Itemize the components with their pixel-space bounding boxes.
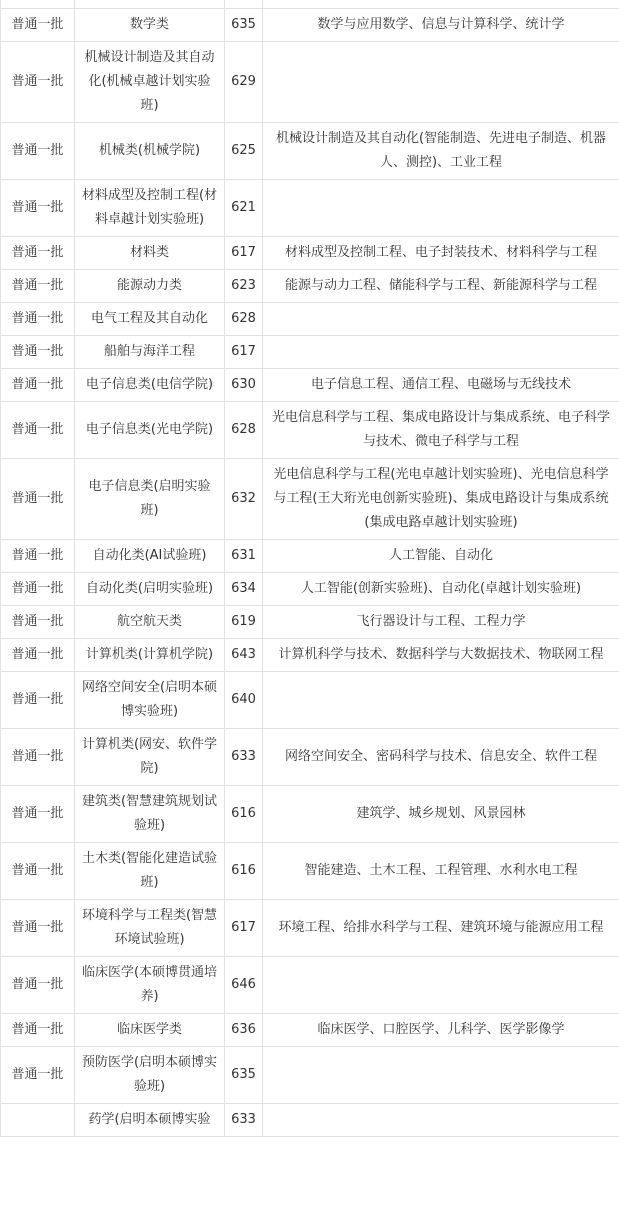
- table-row: [1, 1047, 619, 1104]
- min-score-cell: 643: [225, 639, 263, 672]
- table-row: [1, 9, 619, 42]
- included-majors-cell: [263, 957, 619, 1014]
- batch-cell: 普通一批: [1, 402, 75, 459]
- included-majors-cell: 智能建造、土木工程、工程管理、水利水电工程: [263, 843, 619, 900]
- major-category-cell: 船舶与海洋工程: [75, 336, 225, 369]
- min-score-cell: 617: [225, 336, 263, 369]
- batch-cell: 普通一批: [1, 303, 75, 336]
- batch-cell: 普通一批: [1, 270, 75, 303]
- batch-cell: 普通一批: [1, 369, 75, 402]
- batch-cell: 普通一批: [1, 606, 75, 639]
- batch-cell: 普通一批: [1, 843, 75, 900]
- major-category-cell: 机械设计制造及其自动化(机械卓越计划实验班): [75, 42, 225, 123]
- major-category-cell: 药学(启明本硕博实验: [75, 1104, 225, 1137]
- included-majors-cell: [263, 672, 619, 729]
- included-majors-cell: 网络空间安全、密码科学与技术、信息安全、软件工程: [263, 729, 619, 786]
- major-category-cell: 临床医学(本硕博贯通培养): [75, 957, 225, 1014]
- major-category-cell: 能源动力类: [75, 270, 225, 303]
- table-row: [1, 573, 619, 606]
- batch-cell: 普通一批: [1, 729, 75, 786]
- major-category-cell: 材料成型及控制工程(材料卓越计划实验班): [75, 180, 225, 237]
- min-score-cell: 628: [225, 303, 263, 336]
- batch-cell: 普通一批: [1, 42, 75, 123]
- min-score-cell: 636: [225, 1014, 263, 1047]
- table-row: [1, 843, 619, 900]
- min-score-cell: 633: [225, 1104, 263, 1137]
- min-score-cell: 617: [225, 237, 263, 270]
- table-row: [1, 672, 619, 729]
- included-majors-cell: 机械设计制造及其自动化(智能制造、先进电子制造、机器人、测控)、工业工程: [263, 123, 619, 180]
- table-row: [1, 1104, 619, 1137]
- min-score-cell: 619: [225, 606, 263, 639]
- included-majors-cell: 光电信息科学与工程(光电卓越计划实验班)、光电信息科学与工程(王大珩光电创新实验班)、集成电路设计与集成系统(集成电路卓越计划实验班): [263, 459, 619, 540]
- major-category-cell: 机械类(机械学院): [75, 123, 225, 180]
- major-category-cell: [75, 0, 225, 9]
- included-majors-cell: 电子信息工程、通信工程、电磁场与无线技术: [263, 369, 619, 402]
- batch-cell: 普通一批: [1, 9, 75, 42]
- major-category-cell: 自动化类(AI试验班): [75, 540, 225, 573]
- table-row: [1, 459, 619, 540]
- included-majors-cell: 能源与动力工程、储能科学与工程、新能源科学与工程: [263, 270, 619, 303]
- min-score-cell: 616: [225, 786, 263, 843]
- major-category-cell: 电子信息类(光电学院): [75, 402, 225, 459]
- included-majors-cell: 计算机科学与技术、数据科学与大数据技术、物联网工程: [263, 639, 619, 672]
- min-score-cell: 633: [225, 729, 263, 786]
- major-category-cell: 电子信息类(电信学院): [75, 369, 225, 402]
- major-category-cell: 航空航天类: [75, 606, 225, 639]
- table-row: [1, 900, 619, 957]
- batch-cell: [1, 0, 75, 9]
- included-majors-cell: 数学与应用数学、信息与计算科学、统计学: [263, 9, 619, 42]
- batch-cell: 普通一批: [1, 957, 75, 1014]
- included-majors-cell: [263, 303, 619, 336]
- batch-cell: 普通一批: [1, 639, 75, 672]
- batch-cell: 普通一批: [1, 672, 75, 729]
- included-majors-cell: [263, 0, 619, 9]
- min-score-cell: 635: [225, 9, 263, 42]
- batch-cell: 普通一批: [1, 180, 75, 237]
- included-majors-cell: 人工智能(创新实验班)、自动化(卓越计划实验班): [263, 573, 619, 606]
- table-row: [1, 639, 619, 672]
- batch-cell: 普通一批: [1, 786, 75, 843]
- included-majors-cell: 环境工程、给排水科学与工程、建筑环境与能源应用工程: [263, 900, 619, 957]
- included-majors-cell: 人工智能、自动化: [263, 540, 619, 573]
- min-score-cell: 630: [225, 369, 263, 402]
- min-score-cell: 631: [225, 540, 263, 573]
- major-category-cell: 数学类: [75, 9, 225, 42]
- included-majors-cell: 材料成型及控制工程、电子封装技术、材料科学与工程: [263, 237, 619, 270]
- table-row: [1, 123, 619, 180]
- included-majors-cell: 飞行器设计与工程、工程力学: [263, 606, 619, 639]
- major-category-cell: 网络空间安全(启明本硕博实验班): [75, 672, 225, 729]
- batch-cell: 普通一批: [1, 237, 75, 270]
- included-majors-cell: 建筑学、城乡规划、风景园林: [263, 786, 619, 843]
- included-majors-cell: 临床医学、口腔医学、儿科学、医学影像学: [263, 1014, 619, 1047]
- major-category-cell: 自动化类(启明实验班): [75, 573, 225, 606]
- min-score-cell: 625: [225, 123, 263, 180]
- min-score-cell: [225, 0, 263, 9]
- table-row: [1, 606, 619, 639]
- min-score-cell: 623: [225, 270, 263, 303]
- major-category-cell: 土木类(智能化建造试验班): [75, 843, 225, 900]
- table-row: [1, 180, 619, 237]
- major-category-cell: 预防医学(启明本硕博实验班): [75, 1047, 225, 1104]
- major-category-cell: 电气工程及其自动化: [75, 303, 225, 336]
- major-category-cell: 计算机类(网安、软件学院): [75, 729, 225, 786]
- table-row: [1, 42, 619, 123]
- min-score-cell: 634: [225, 573, 263, 606]
- min-score-cell: 629: [225, 42, 263, 123]
- batch-cell: 普通一批: [1, 540, 75, 573]
- min-score-cell: 616: [225, 843, 263, 900]
- min-score-cell: 628: [225, 402, 263, 459]
- batch-cell: 普通一批: [1, 1047, 75, 1104]
- table-row: [1, 729, 619, 786]
- table-row: [1, 0, 619, 9]
- batch-cell: 普通一批: [1, 900, 75, 957]
- batch-cell: 普通一批: [1, 459, 75, 540]
- included-majors-cell: [263, 42, 619, 123]
- table-row: [1, 540, 619, 573]
- table-row: [1, 957, 619, 1014]
- batch-cell: 普通一批: [1, 1014, 75, 1047]
- table-row: [1, 369, 619, 402]
- min-score-cell: 640: [225, 672, 263, 729]
- table-row: [1, 1014, 619, 1047]
- table-row: [1, 786, 619, 843]
- min-score-cell: 617: [225, 900, 263, 957]
- included-majors-cell: [263, 180, 619, 237]
- table-row: [1, 303, 619, 336]
- major-category-cell: 材料类: [75, 237, 225, 270]
- table-row: [1, 237, 619, 270]
- major-category-cell: 计算机类(计算机学院): [75, 639, 225, 672]
- table-row: [1, 270, 619, 303]
- major-category-cell: 电子信息类(启明实验班): [75, 459, 225, 540]
- batch-cell: 普通一批: [1, 573, 75, 606]
- batch-cell: 普通一批: [1, 123, 75, 180]
- major-category-cell: 环境科学与工程类(智慧环境试验班): [75, 900, 225, 957]
- included-majors-cell: 光电信息科学与工程、集成电路设计与集成系统、电子科学与技术、微电子科学与工程: [263, 402, 619, 459]
- major-category-cell: 建筑类(智慧建筑规划试验班): [75, 786, 225, 843]
- min-score-cell: 621: [225, 180, 263, 237]
- major-category-cell: 临床医学类: [75, 1014, 225, 1047]
- table-row: [1, 336, 619, 369]
- table-row: [1, 402, 619, 459]
- batch-cell: [1, 1104, 75, 1137]
- table-body: [1, 0, 619, 1137]
- included-majors-cell: [263, 336, 619, 369]
- min-score-cell: 646: [225, 957, 263, 1014]
- min-score-cell: 632: [225, 459, 263, 540]
- included-majors-cell: [263, 1104, 619, 1137]
- batch-cell: 普通一批: [1, 336, 75, 369]
- included-majors-cell: [263, 1047, 619, 1104]
- min-score-cell: 635: [225, 1047, 263, 1104]
